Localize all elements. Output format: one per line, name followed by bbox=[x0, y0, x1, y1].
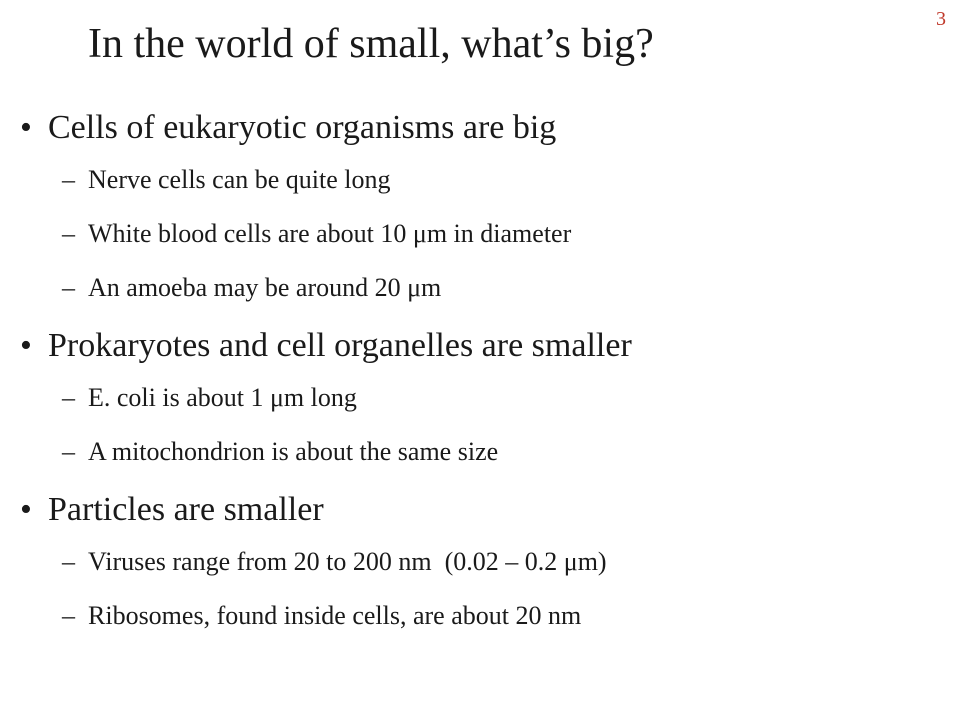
sub-bullet-nerve-cells bbox=[20, 164, 940, 218]
page-number: 3 bbox=[936, 8, 946, 30]
sub-bullet-ribosomes bbox=[20, 600, 940, 648]
sub-bullet-mitochondrion bbox=[20, 436, 940, 490]
sub-bullet-white-blood-cells bbox=[20, 218, 940, 272]
sub-bullet-e-coli bbox=[20, 382, 940, 436]
bullet-dot: • bbox=[20, 491, 32, 528]
bullet-particles bbox=[20, 490, 940, 546]
sub-bullet-viruses bbox=[20, 546, 940, 600]
sub-bullet-dash: – bbox=[62, 165, 75, 194]
bullet-dot: • bbox=[20, 327, 32, 364]
sub-bullet-dash: – bbox=[62, 437, 75, 466]
sub-bullet-amoeba bbox=[20, 272, 940, 326]
bullet-prokaryotes bbox=[20, 326, 940, 382]
sub-bullet-text: An amoeba may be around 20 μm bbox=[88, 273, 442, 302]
bullet-dot: • bbox=[20, 109, 32, 146]
bullet-text: Cells of eukaryotic organisms are big bbox=[48, 109, 557, 146]
bullet-text: Prokaryotes and cell organelles are smaller bbox=[48, 327, 632, 364]
sub-bullet-text: Nerve cells can be quite long bbox=[88, 165, 391, 194]
bullet-text: Particles are smaller bbox=[48, 491, 324, 528]
bullet-list bbox=[20, 108, 940, 648]
sub-bullet-text: Viruses range from 20 to 200 nm (0.02 – 0.2 μm) bbox=[88, 547, 607, 576]
sub-bullet-text: White blood cells are about 10 μm in diameter bbox=[88, 219, 572, 248]
sub-bullet-dash: – bbox=[62, 219, 75, 248]
sub-bullet-text: E. coli is about 1 μm long bbox=[88, 383, 357, 412]
sub-bullet-dash: – bbox=[62, 383, 75, 412]
bullet-eukaryotes bbox=[20, 108, 940, 164]
sub-bullet-dash: – bbox=[62, 601, 75, 630]
sub-bullet-dash: – bbox=[62, 273, 75, 302]
sub-bullet-dash: – bbox=[62, 547, 75, 576]
sub-bullet-text: A mitochondrion is about the same size bbox=[88, 437, 499, 466]
slide-title: In the world of small, what’s big? bbox=[88, 21, 654, 67]
sub-bullet-text: Ribosomes, found inside cells, are about 20 nm bbox=[88, 601, 582, 630]
